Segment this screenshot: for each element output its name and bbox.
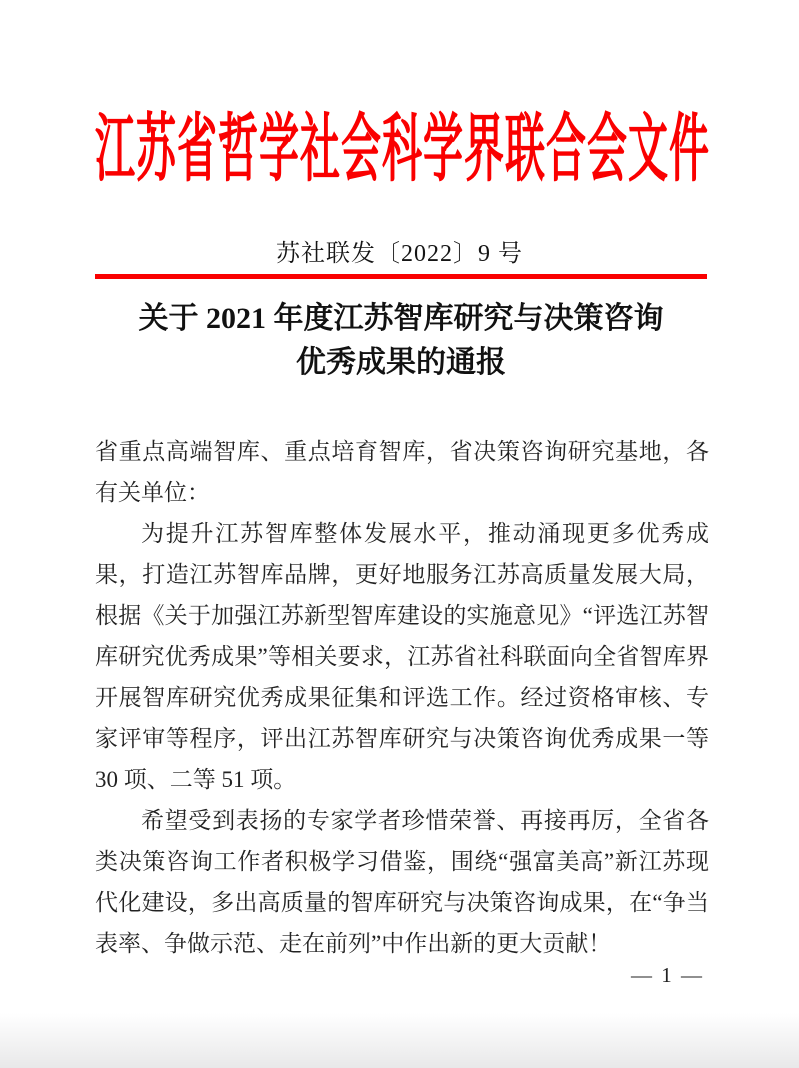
red-letterhead (95, 107, 710, 191)
letterhead-title-text: 江苏省哲学社会科学界联合会文件 (95, 107, 710, 191)
document-title (95, 297, 707, 385)
document-title-line2: 优秀成果的通报 (296, 346, 506, 379)
body-paragraph-1: 为提升江苏智库整体发展水平，推动涌现更多优秀成果，打造江苏智库品牌，更好地服务江苏高质量发展大局，根据《关于加强江苏新型智库建设的实施意见》“评选江苏智库研究优秀成果”等相关要求，江苏省社科联面向全省智库界开展智库研究优秀成果征集和评选工作。经过资格审核、专家评审等程序，评出江苏智库研究与决策咨询优秀成果一等 30 项、二等 51 项。 (95, 521, 709, 792)
salutation-line: 省重点高端智库、重点培育智库，省决策咨询研究基地，各有关单位： (95, 439, 709, 505)
red-separator-line (95, 274, 707, 279)
page-bottom-shadow (0, 1013, 799, 1068)
body-paragraph-2: 希望受到表扬的专家学者珍惜荣誉、再接再厉，全省各类决策咨询工作者积极学习借鉴，围绕“强富美高”新江苏现代化建设，多出高质量的智库研究与决策咨询成果，在“争当表率、争做示范、走在前列”中作出新的更大贡献！ (95, 808, 709, 956)
document-title-line1: 关于 2021 年度江苏智库研究与决策咨询 (138, 302, 664, 335)
document-body (95, 431, 709, 964)
document-number: 苏社联发〔2022〕9 号 (276, 241, 523, 267)
page-number: — 1 — (631, 963, 704, 987)
